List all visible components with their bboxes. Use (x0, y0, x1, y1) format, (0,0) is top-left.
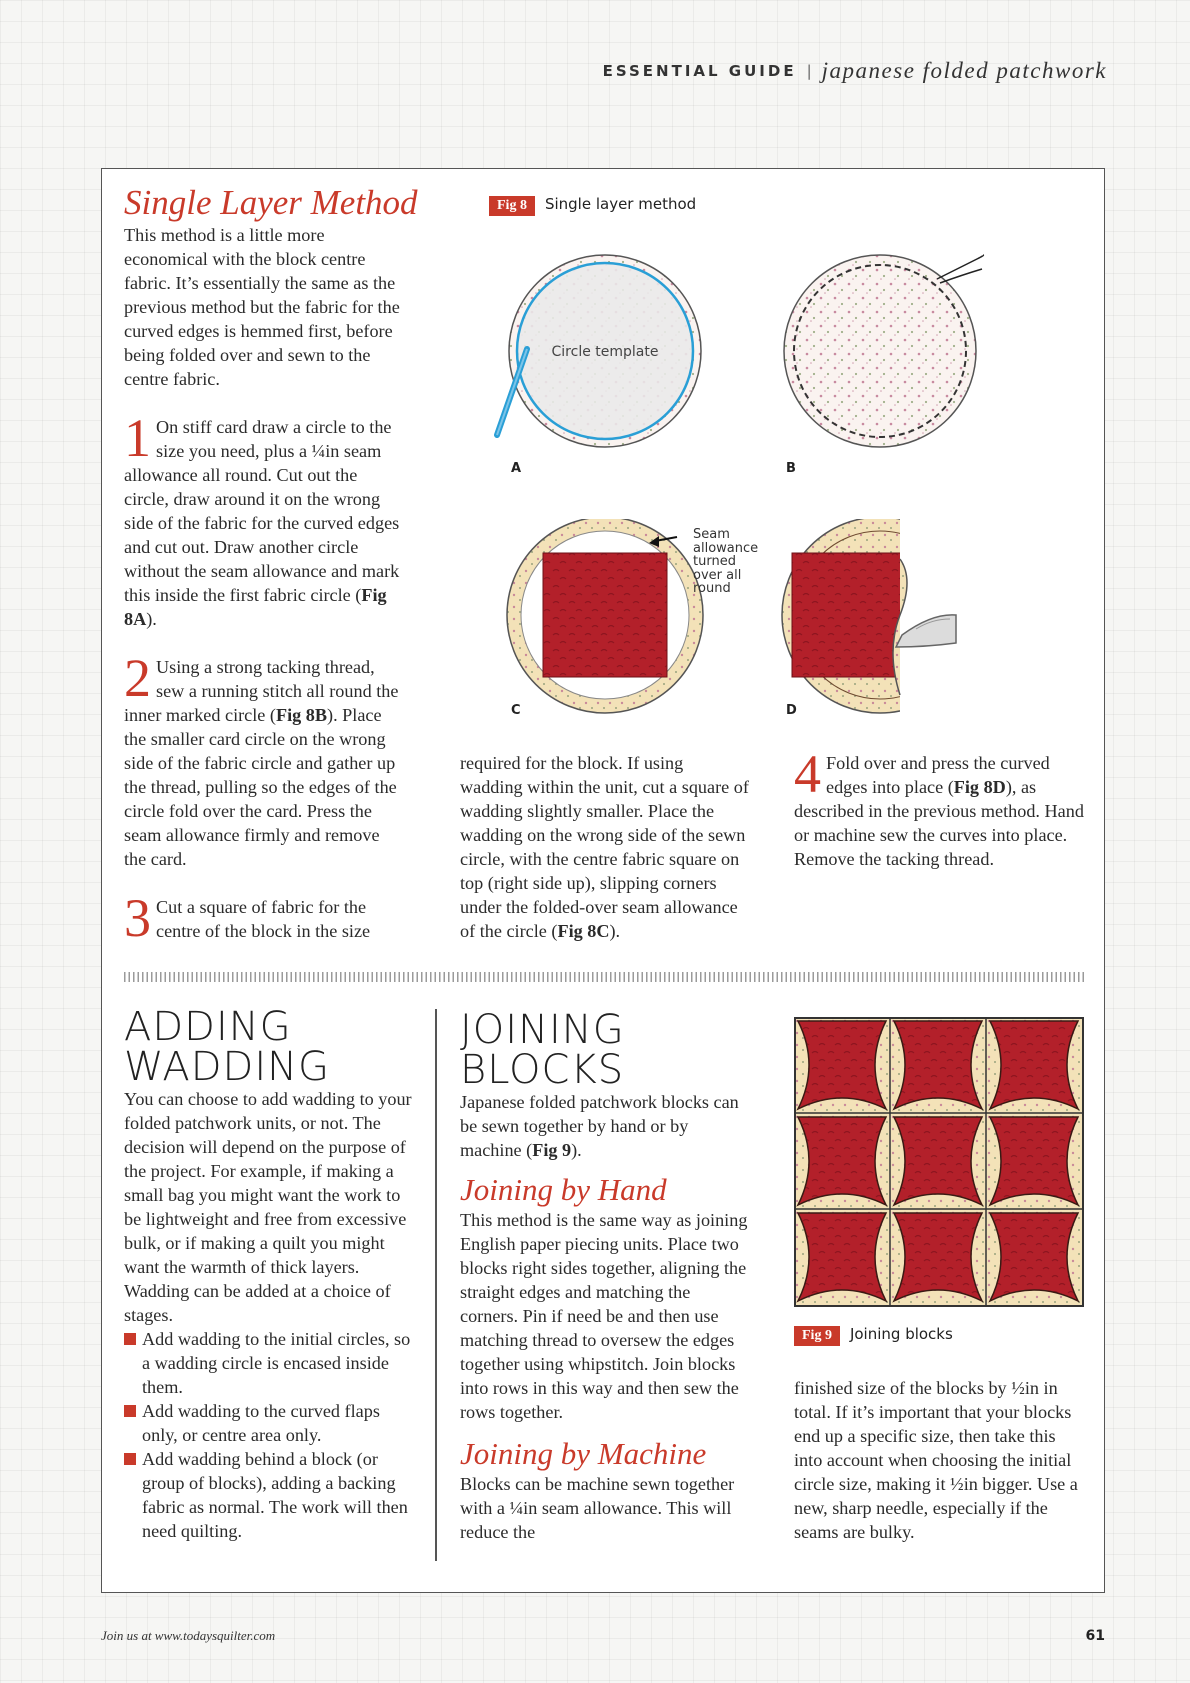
column-divider (435, 1009, 437, 1561)
fig9-tag: Fig 9 (794, 1326, 840, 1346)
list-item: Add wadding to the curved flaps only, or centre area only. (124, 1399, 412, 1447)
step-1: 1 On stiff card draw a circle to the size you need, plus a ¼in seam allowance all round. Cut out the circle, draw around it on the wrong side of the fabric for the curved edges and cut out. Draw another circle without the seam allowance and mark this inside the first fabric circle (Fig 8A). (124, 408, 400, 629)
step-4-number: 4 (794, 744, 821, 804)
joining-by-hand-title: Joining by Hand (460, 1172, 667, 1207)
list-item: Add wadding to the initial circles, so a wadding circle is encased inside them. (124, 1327, 412, 1399)
seam-allowance-label: Seam allowance turned over all round (693, 527, 759, 596)
fig-ref: Fig 8A (124, 585, 387, 629)
adding-wadding-title: ADDING WADDING (124, 1004, 331, 1090)
content-panel (101, 168, 1105, 1593)
single-layer-intro: This method is a little more economical with the block centre fabric. It’s essentially the same as the previous method but the fabric for the curved edges is hemmed first, before being folded over and sewn to the centre fabric. (124, 225, 400, 389)
fig8d-illustration (762, 519, 1002, 729)
step-3-continued: required for the block. If using wadding within the unit, cut a square of wadding slightly smaller. Place the wadding on the wrong side of the sewn circle, with the centre fabric square on top (right side up), slipping corners under the folded-over seam allowance of the circle (Fig 8C). (460, 753, 749, 941)
fig-ref: Fig 9 (532, 1140, 572, 1160)
section-divider (124, 972, 1084, 982)
fig9-heading (794, 1324, 953, 1346)
running-header (603, 58, 1107, 84)
page-number: 61 (1085, 1628, 1105, 1644)
joining-intro: Japanese folded patchwork blocks can be sewn together by hand or by machine (Fig 9). (460, 1092, 739, 1160)
header-separator: | (806, 62, 812, 80)
step-2: 2 Using a strong tacking thread, sew a running stitch all round the inner marked circle (Fig 8B). Place the smaller card circle on the wrong side of the fabric circle and gather up the thread, pulling so the edges of the circle fold over the card. Press the seam allowance firmly and remove the card. (124, 648, 399, 869)
machine-text-continued: finished size of the blocks by ½in in total. If it’s important that your blocks end up a specific size, then take this into account when choosing the initial circle size, making it ½in bigger. Use a new, sharp needle, especially if the seams are bulky. (794, 1378, 1078, 1542)
fig-ref: Fig 8B (275, 705, 328, 725)
fig-ref: Fig 8C (557, 921, 610, 941)
wadding-intro: You can choose to add wadding to your folded patchwork units, or not. The decision will depend on the purpose of the project. For example, if making a small bag you might want the work to be lightweight and free from excessive bulk, or if making a quilt you might want the warmth of thick layers. Wadding can be added at a choice of stages. (124, 1089, 412, 1325)
fig8c-illustration (487, 519, 727, 729)
fig8-label-a: A (511, 461, 522, 476)
header-topic: japanese folded patchwork (821, 58, 1107, 83)
fig9-illustration (794, 1017, 1084, 1307)
fig-ref: Fig 8D (953, 777, 1006, 797)
step-3-number: 3 (124, 888, 151, 948)
fig9-caption: Joining blocks (849, 1325, 953, 1343)
fig8b-illustration (762, 239, 1002, 479)
fig8-caption: Single layer method (544, 195, 697, 213)
wadding-options-list (124, 1327, 412, 1543)
joining-by-hand-text: This method is the same way as joining English paper piecing units. Place two blocks right sides together, aligning the straight edges and matching the corners. Pin if need be and then use matching thread to oversew the edges together using whipstitch. Join blocks into rows in this way and then sew the rows together. (460, 1210, 748, 1422)
list-item: Add wadding behind a block (or group of blocks), adding a backing fabric as normal. The work will then need quilting. (124, 1447, 412, 1543)
step-4: 4 Fold over and press the curved edges into place (Fig 8D), as described in the previous method. Hand or machine sew the curves into place. Remove the tacking thread. (794, 744, 1084, 869)
fig8-tag: Fig 8 (489, 196, 535, 216)
single-layer-column (124, 223, 406, 948)
fig8-label-d: D (786, 703, 797, 718)
joining-by-machine-text: Blocks can be machine sewn together with a ¼in seam allowance. This will reduce the (460, 1474, 735, 1542)
fig8-label-c: C (511, 703, 521, 718)
joining-blocks-title: JOINING BLOCKS (460, 1007, 625, 1093)
single-layer-title: Single Layer Method (124, 183, 418, 222)
iron-icon (896, 615, 956, 647)
fig8a-illustration (487, 239, 727, 479)
wadding-column (124, 1087, 412, 1543)
fig8-label-b: B (786, 461, 796, 476)
fig8-heading (489, 194, 696, 216)
joining-column (460, 1090, 752, 1544)
step-2-number: 2 (124, 648, 151, 708)
step-1-number: 1 (124, 408, 151, 468)
circle-template-label: Circle template (551, 344, 659, 360)
header-section: ESSENTIAL GUIDE (602, 62, 797, 80)
joining-by-machine-title: Joining by Machine (460, 1436, 707, 1471)
footer-website: Join us at www.todaysquilter.com (101, 1628, 276, 1643)
step-3: 3 Cut a square of fabric for the centre of the block in the size (124, 888, 371, 948)
